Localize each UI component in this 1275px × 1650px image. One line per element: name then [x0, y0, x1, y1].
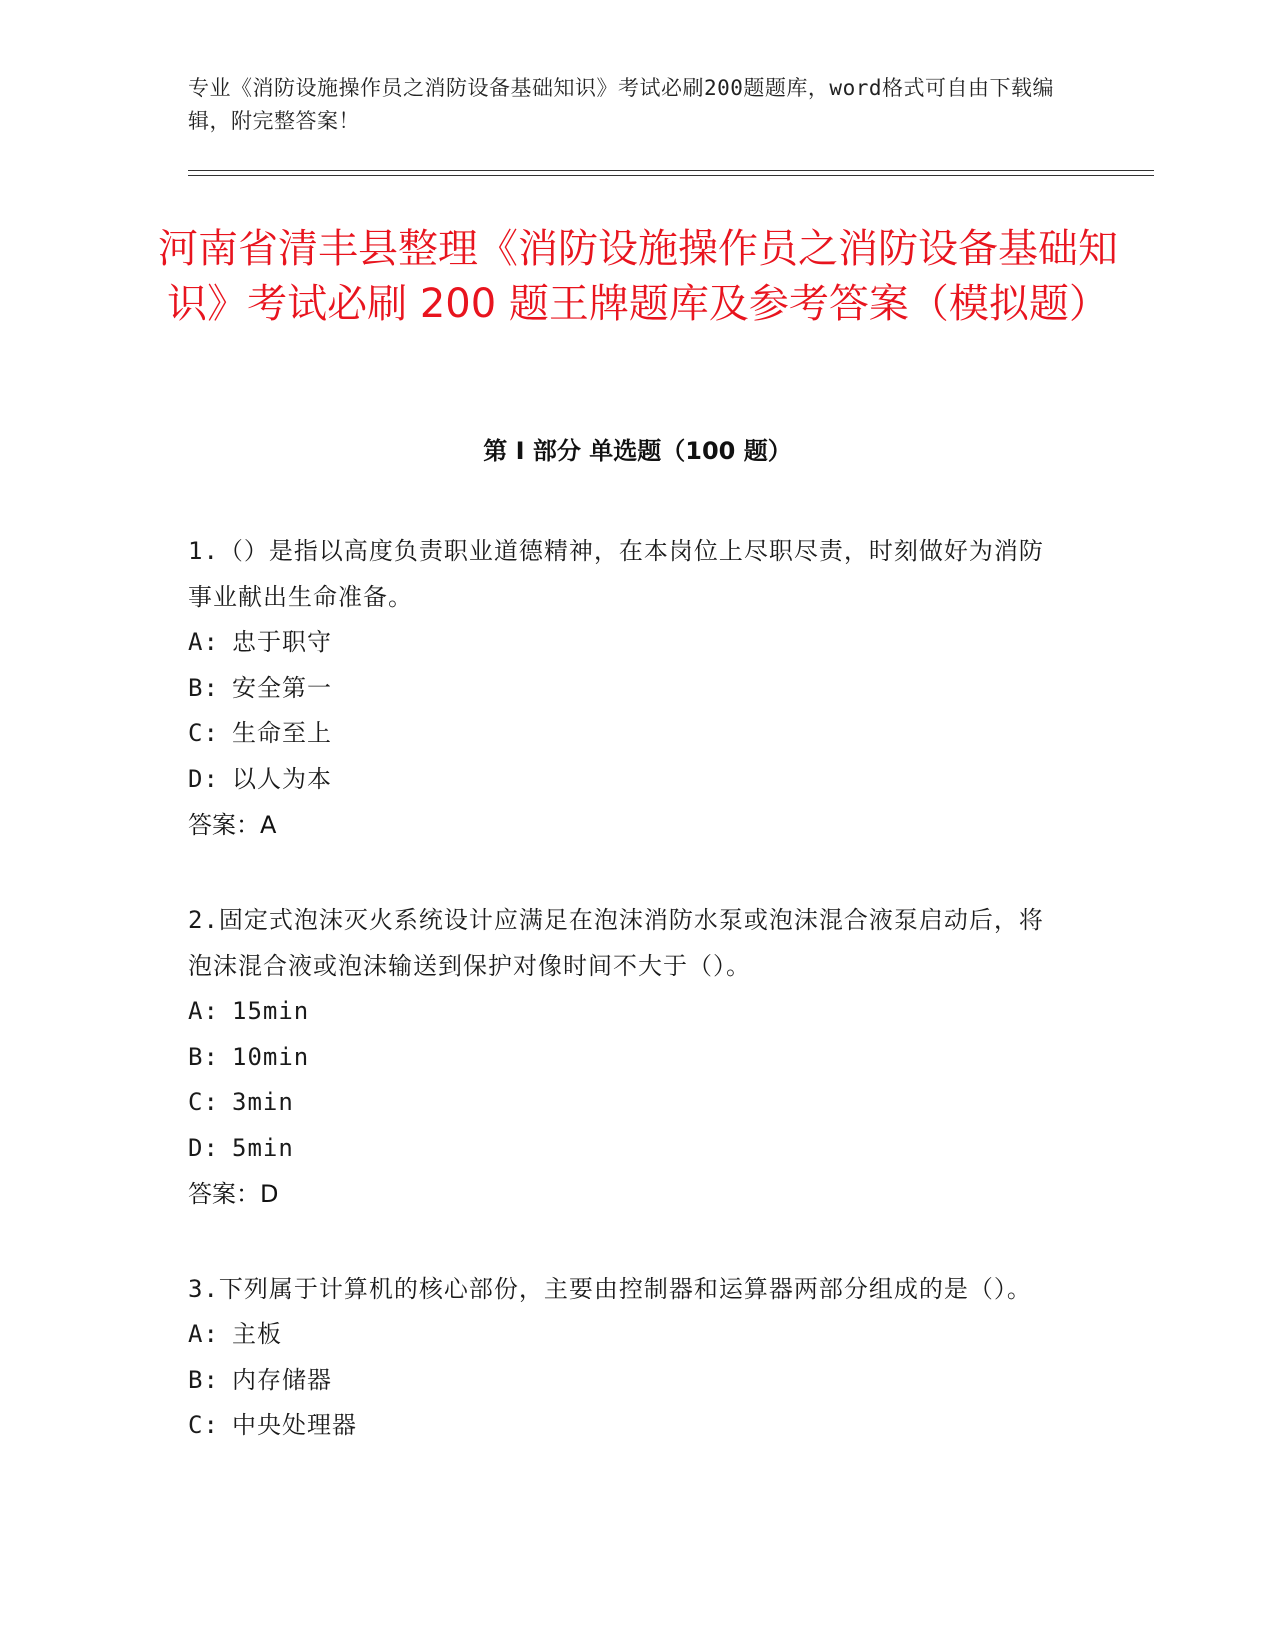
- option-text: 以人为本: [232, 764, 332, 793]
- option-b: [188, 1358, 1068, 1404]
- question-text: 1.（）是指以高度负责职业道德精神，在本岗位上尽职尽责，时刻做好为消防事业献出生命准备。: [188, 537, 1044, 611]
- option-letter: B:: [188, 1042, 219, 1071]
- header-rule-bottom: [188, 175, 1154, 176]
- option-letter: D:: [188, 764, 219, 793]
- question-text: 2.固定式泡沫灭火系统设计应满足在泡沫消防水泵或泡沫混合液泵启动后，将泡沫混合液或泡沫输送到保护对像时间不大于（）。: [188, 906, 1044, 980]
- option-text: 3min: [232, 1088, 294, 1116]
- option-letter: C:: [188, 1088, 219, 1116]
- option-text: 15min: [232, 997, 310, 1025]
- header-rule-top: [188, 170, 1154, 171]
- option-a: [188, 620, 1068, 666]
- option-letter: C:: [188, 719, 219, 747]
- option-a: [188, 1312, 1068, 1358]
- option-text: 忠于职守: [232, 628, 332, 656]
- option-letter: A:: [188, 628, 219, 656]
- header-note: 专业《消防设施操作员之消防设备基础知识》考试必刷200题题库，word格式可自由下载编辑，附完整答案！: [188, 76, 1054, 133]
- option-d: [188, 1126, 1068, 1172]
- section-heading: 第 I 部分 单选题（100 题）: [483, 437, 792, 465]
- option-letter: B:: [188, 1365, 219, 1394]
- option-a: [188, 989, 1068, 1035]
- option-text: 生命至上: [232, 719, 332, 747]
- question-list: [188, 528, 1068, 1498]
- option-letter: A:: [188, 997, 219, 1025]
- option-text: 5min: [232, 1133, 294, 1162]
- option-letter: D:: [188, 1133, 219, 1162]
- option-text: 中央处理器: [232, 1411, 357, 1439]
- question-1: [188, 528, 1068, 848]
- option-b: [188, 666, 1068, 712]
- option-c: [188, 711, 1068, 757]
- answer-line: 答案：A: [188, 811, 277, 839]
- option-letter: A:: [188, 1320, 219, 1348]
- option-d: [188, 757, 1068, 803]
- option-text: 主板: [232, 1320, 282, 1348]
- question-3: [188, 1266, 1068, 1449]
- document-title: 河南省清丰县整理《消防设施操作员之消防设备基础知识》考试必刷 200 题王牌题库及参考答案（模拟题）: [158, 226, 1118, 327]
- option-text: 安全第一: [232, 673, 332, 702]
- option-text: 内存储器: [232, 1365, 332, 1394]
- question-text: 3.下列属于计算机的核心部份，主要由控制器和运算器两部分组成的是（）。: [188, 1275, 1032, 1303]
- option-b: [188, 1035, 1068, 1081]
- option-text: 10min: [232, 1042, 310, 1071]
- answer-line: 答案：D: [188, 1180, 279, 1208]
- option-c: [188, 1403, 1068, 1449]
- option-letter: B:: [188, 673, 219, 702]
- question-2: [188, 897, 1068, 1217]
- option-c: [188, 1080, 1068, 1126]
- option-letter: C:: [188, 1411, 219, 1439]
